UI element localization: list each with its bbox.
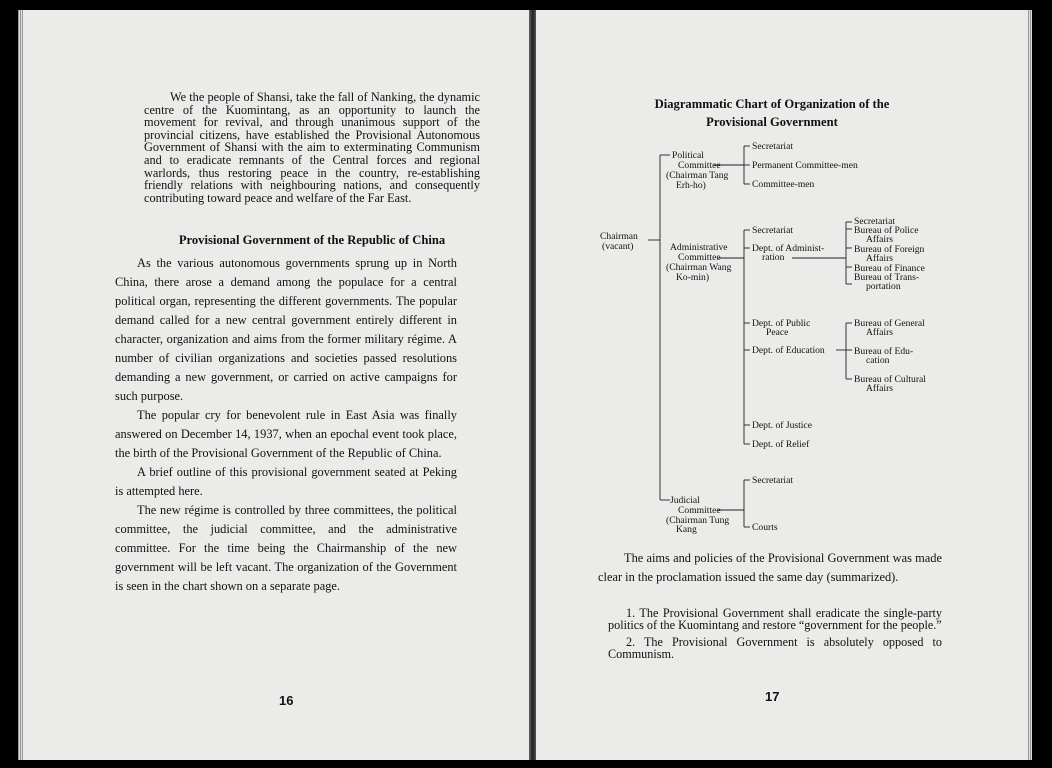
bureau-transportation: Bureau of Trans-	[854, 272, 920, 283]
chairman-vacant: (vacant)	[602, 241, 634, 252]
permanent-committee-men: Permanent Committee-men	[752, 160, 858, 171]
political-committee: Political	[672, 150, 704, 161]
political-committee: Erh-ho)	[676, 180, 706, 191]
bureau-finance: Bureau of Finance	[854, 263, 925, 274]
body-paragraph: A brief outline of this provisional government seated at Peking is attempted here.	[115, 465, 457, 498]
judicial-secretariat: Secretariat	[752, 475, 794, 486]
courts: Courts	[752, 522, 778, 533]
political-committee: (Chairman Tang	[666, 170, 729, 181]
bureau-education: cation	[866, 355, 890, 366]
chart-title-line: Provisional Government	[706, 115, 838, 129]
policy-points	[608, 607, 942, 665]
judicial-committee: Committee	[678, 505, 721, 516]
political-secretariat: Secretariat	[752, 141, 794, 152]
bureau-foreign: Affairs	[866, 253, 893, 264]
dept-education: Dept. of Education	[752, 345, 825, 356]
policy-point: 2. The Provisional Government is absolutely opposed to Communism.	[608, 634, 942, 662]
dept-justice: Dept. of Justice	[752, 420, 812, 431]
chart-title-line: Diagrammatic Chart of Organization of the	[654, 97, 890, 111]
dept-public-peace: Dept. of Public	[752, 318, 811, 329]
left-page	[23, 10, 529, 760]
body-text	[115, 254, 457, 596]
bureau-police: Affairs	[866, 234, 893, 245]
page-number-right: 17	[765, 689, 780, 704]
dept-administration: ration	[762, 252, 785, 263]
section-heading: Provisional Government of the Republic of China	[178, 233, 446, 247]
administrative-committee: (Chairman Wang	[666, 262, 732, 273]
aims-text: The aims and policies of the Provisional Government was made clear in the proclamation issued the same day (summarized).	[598, 551, 942, 584]
page-number-left: 16	[279, 693, 294, 708]
admin-secretariat: Secretariat	[752, 225, 794, 236]
body-paragraph: The popular cry for benevolent rule in East Asia was finally answered on December 14, 1937, when an epochal event took place, the birth of the Provisional Government of the Republic of China.	[115, 408, 457, 460]
political-committee: Committee	[678, 160, 721, 171]
administrative-committee: Ko-min)	[676, 272, 710, 283]
bureau-education: Bureau of Edu-	[854, 346, 914, 357]
bureau-cultural-affairs: Affairs	[866, 383, 893, 394]
right-page	[536, 10, 1028, 760]
bureau-police: Bureau of Police	[854, 225, 919, 236]
dept-public-peace: Peace	[766, 327, 789, 338]
administrative-committee: Committee	[678, 252, 721, 263]
dept-administration: Dept. of Administ-	[752, 243, 825, 254]
administrative-committee: Administrative	[670, 242, 728, 253]
organization-chart	[536, 10, 1028, 560]
chairman-label: Chairman	[600, 231, 638, 242]
body-paragraph: As the various autonomous governments sprung up in North China, there arose a demand among the populace for a central political organ, representing the different governments. The popular demand called for a new central government entirely different in character, organization and aims from the former military régime. A number of civilian organizations and societies passed resolutions demanding a new government, or carried on active campaigns for such purpose.	[115, 256, 457, 403]
committee-men: Committee-men	[752, 179, 815, 190]
judicial-committee: (Chairman Tung	[666, 515, 730, 526]
bureau-transportation: portation	[866, 281, 901, 292]
judicial-committee: Judicial	[670, 495, 700, 506]
bureau-foreign: Bureau of Foreign	[854, 244, 925, 255]
book-spine	[529, 10, 536, 760]
judicial-committee: Kang	[676, 524, 697, 535]
bureau-cultural-affairs: Bureau of Cultural	[854, 374, 926, 385]
intro-paragraph: We the people of Shansi, take the fall of Nanking, the dynamic centre of the Kuomintang, as an opportunity to launch the movement for revival, and through unanimous support of the provincial citizens, have established the Provisional Autonomous Government of Shansi with the aim to exterminating Communism and to eradicate remnants of the Central forces and regional warlords, thus restoring peace in the country, re-establishing friendly relations with neighbouring nations, and consequently contributing toward peace and welfare of the Far East.	[144, 90, 480, 205]
policy-point: 1. The Provisional Government shall eradicate the single-party politics of the Kuomintang and restore “government for the people.”	[608, 606, 942, 633]
aims-paragraph	[598, 549, 942, 587]
dept-relief: Dept. of Relief	[752, 439, 810, 450]
body-paragraph: The new régime is controlled by three committees, the political committee, the judicial committee, and the administrative committee. For the time being the Chairmanship of the new government will be left vacant. The organization of the Government is seen in the chart shown on a separate page.	[115, 503, 457, 593]
bureau-general-affairs: Affairs	[866, 327, 893, 338]
bureau-secretariat: Secretariat	[854, 216, 896, 227]
bureau-general-affairs: Bureau of General	[854, 318, 925, 329]
